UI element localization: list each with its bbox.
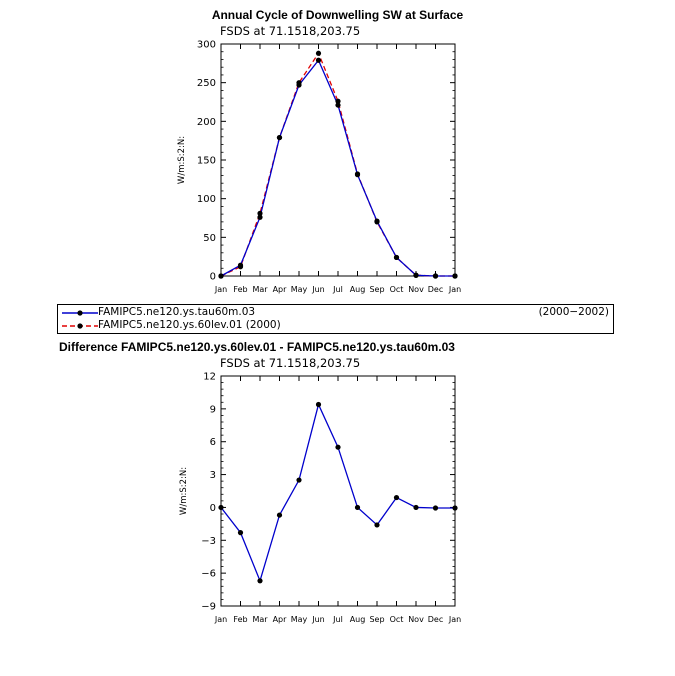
chart2-xtick-label: Aug: [349, 615, 366, 624]
chart1-series-1-point: [316, 51, 321, 56]
chart1-series-1-point: [394, 255, 399, 260]
chart1-xtick-label: May: [290, 285, 308, 294]
chart1-series-1-point: [433, 273, 438, 278]
chart1-xtick-label: Jul: [333, 285, 343, 294]
chart2-series-0-point: [335, 445, 340, 450]
chart2-xtick-label: Sep: [369, 615, 385, 624]
chart2-ytick-label: 0: [209, 502, 216, 514]
legend-years-1: (2000−2002): [538, 306, 609, 318]
chart2-series-0-point: [413, 505, 418, 510]
chart2-xtick-label: Jan: [214, 615, 228, 624]
chart1-series-1-point: [218, 273, 223, 278]
chart2-xtick-label: Dec: [427, 615, 444, 624]
chart1-xtick-label: Jan: [448, 285, 462, 294]
chart1-frame: [221, 44, 455, 276]
chart2-xtick-label: May: [290, 615, 308, 624]
chart2-ytick-label: 3: [209, 470, 216, 482]
chart1-xtick-label: Apr: [272, 285, 287, 294]
chart1-series-1-point: [277, 135, 282, 140]
chart1-ytick-label: 100: [196, 194, 216, 206]
chart2-plot: [0, 330, 675, 640]
chart1-ytick-label: 50: [203, 232, 216, 244]
chart2-xtick-label: Jan: [448, 615, 462, 624]
chart1-series-0-line: [221, 60, 455, 276]
chart2-ytick-label: 9: [209, 404, 216, 416]
chart2-series-0-point: [296, 477, 301, 482]
chart1-subtitle: FSDS at 71.1518,203.75: [220, 24, 361, 38]
chart2-xtick-label: Mar: [252, 615, 268, 624]
chart2-ytick-label: 12: [203, 371, 216, 383]
chart2-series-0-point: [277, 512, 282, 517]
chart1-xtick-label: Jun: [312, 285, 325, 294]
chart1-xtick-label: Feb: [233, 285, 248, 294]
chart1-plot: [0, 0, 675, 310]
chart1-series-0-point: [316, 58, 321, 63]
chart2-series-0-line: [221, 404, 455, 580]
chart1-series-1-point: [257, 211, 262, 216]
chart2-series-0-point: [374, 522, 379, 527]
chart2-ytick-label: −9: [201, 601, 216, 613]
chart1-ytick-label: 0: [209, 271, 216, 283]
chart1-ytick-label: 250: [196, 78, 216, 90]
chart1-xtick-label: Sep: [369, 285, 385, 294]
chart2-series-0-point: [355, 505, 360, 510]
chart2-subtitle: FSDS at 71.1518,203.75: [220, 356, 361, 370]
chart2-series-0-point: [218, 505, 223, 510]
chart2-xtick-label: Nov: [408, 615, 424, 624]
chart1-series-1-point: [296, 80, 301, 85]
chart1-series-1-point: [413, 273, 418, 278]
chart2-ytick-label: 6: [209, 437, 216, 449]
chart2-series-0-point: [433, 505, 438, 510]
chart2-series-0-point: [238, 530, 243, 535]
chart1-title: Annual Cycle of Downwelling SW at Surface: [211, 8, 464, 22]
chart2-series-0-point: [394, 495, 399, 500]
chart1-ytick-label: 150: [196, 155, 216, 167]
chart1-xtick-label: Jan: [214, 285, 228, 294]
chart1-xtick-label: Dec: [427, 285, 444, 294]
legend-swatch-1: [62, 307, 98, 319]
chart2-xtick-label: Apr: [272, 615, 287, 624]
chart2-xtick-label: Jun: [312, 615, 325, 624]
chart1-xtick-label: Aug: [349, 285, 366, 294]
chart1-series-1-point: [374, 219, 379, 224]
chart1-ylabel: W/m:S:2:N:: [177, 135, 187, 185]
chart1-xtick-label: Mar: [252, 285, 268, 294]
chart2-series-0-point: [257, 578, 262, 583]
chart2-ytick-label: −3: [201, 535, 216, 547]
chart1-series-1-point: [335, 99, 340, 104]
chart2-xtick-label: Feb: [233, 615, 248, 624]
chart1-series-1-point: [238, 264, 243, 269]
chart1-series-1-point: [452, 273, 457, 278]
chart2-ytick-label: −6: [201, 568, 216, 580]
chart1-xtick-label: Oct: [389, 285, 404, 294]
chart1-series-1-line: [221, 53, 455, 276]
legend-label-2: FAMIPC5.ne120.ys.60lev.01 (2000): [98, 319, 281, 331]
chart1-ytick-label: 300: [196, 39, 216, 51]
chart2-ylabel: W/m:S:2:N:: [179, 466, 189, 516]
chart1-xtick-label: Nov: [408, 285, 424, 294]
chart2-series-0-point: [316, 402, 321, 407]
chart1-series-1-point: [355, 171, 360, 176]
chart1-ytick-label: 200: [196, 116, 216, 128]
legend-label-1: FAMIPC5.ne120.ys.tau60m.03: [98, 306, 256, 318]
chart2-series-0-point: [452, 505, 457, 510]
chart2-xtick-label: Oct: [389, 615, 404, 624]
chart2-xtick-label: Jul: [333, 615, 343, 624]
chart2-title: Difference FAMIPC5.ne120.ys.60lev.01 - FAMIPC5.ne120.ys.tau60m.03: [59, 340, 455, 354]
